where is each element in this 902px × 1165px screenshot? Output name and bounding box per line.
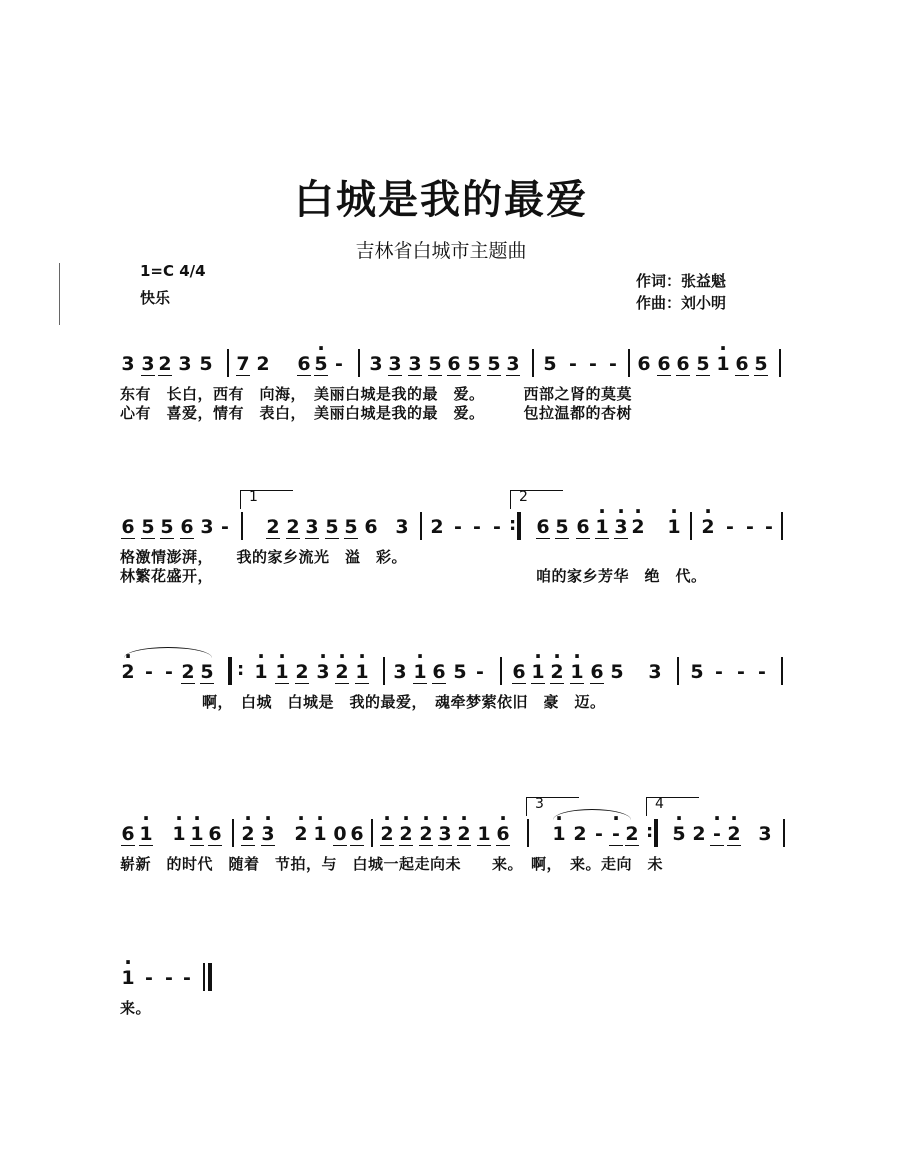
note: 0 — [333, 823, 347, 845]
note: 5 — [325, 516, 339, 538]
note: 6 — [432, 661, 446, 683]
note: · 1 — [413, 661, 427, 684]
lyric-chorus: 崭新 的时代 随着 节拍，与 白城一起走向未 来。 啊， 来。走向 未 — [120, 855, 664, 873]
note: 2 — [692, 823, 706, 845]
score-line-2: 1 2 6 5 5 6 3 - 2 2 3 5 5 6 3 2 - - - : 6 5 6 · 1 · 3 · 2 · 1 · 2 - - - 格激情澎湃， 我的家乡流光 溢 彩。 林繁花盛开， 咱的家乡芳华 绝 代。 — [0, 516, 902, 596]
note: 5 — [610, 661, 624, 683]
note: · 6 — [496, 823, 510, 846]
note: · - — [710, 823, 724, 846]
note: - — [335, 353, 343, 375]
note: 5 — [696, 353, 710, 375]
page-subtitle: 吉林省白城市主题曲 — [355, 240, 527, 262]
page-title: 白城是我的最爱 — [294, 177, 588, 223]
note: 3 — [141, 353, 155, 375]
note: 7 — [236, 353, 250, 375]
note: 6 — [657, 353, 671, 375]
note: · 1 — [313, 823, 327, 845]
note: 3 — [388, 353, 402, 375]
note: - — [454, 516, 462, 538]
note: · 1 — [172, 823, 186, 845]
note: 5 — [690, 661, 704, 683]
note: · 2 — [727, 823, 741, 846]
note: 5 — [555, 516, 569, 538]
note: 5 — [344, 516, 358, 538]
note: - — [493, 516, 501, 538]
note: · 2 — [380, 823, 394, 846]
note: 6 — [536, 516, 550, 538]
lyric-verse-2: 林繁花盛开， — [120, 567, 214, 585]
note: 3 — [200, 516, 214, 538]
note: - — [221, 516, 229, 538]
note: 3 — [305, 516, 319, 538]
note: 6 — [576, 516, 590, 538]
note: 5 — [453, 661, 467, 683]
note: 2 — [158, 353, 172, 375]
note: 3 — [121, 353, 135, 375]
note: · 3 — [316, 661, 330, 683]
tie-slur — [124, 647, 212, 658]
key-signature: 1=C 4/4 — [140, 262, 206, 280]
note: · 1 — [275, 661, 289, 684]
note: · 2 — [241, 823, 255, 846]
volta-bracket-4: 4 — [646, 797, 699, 816]
note: - — [165, 967, 173, 989]
note: · 3 — [438, 823, 452, 846]
note: - — [758, 661, 766, 683]
note: 5 — [487, 353, 501, 375]
note: - — [476, 661, 484, 683]
note: 6 — [447, 353, 461, 375]
note: · 2 — [550, 661, 564, 684]
note: - — [715, 661, 723, 683]
note: · 2 — [701, 516, 715, 538]
note: - — [165, 661, 173, 683]
note: - — [145, 661, 153, 683]
score-line-5 — [0, 967, 902, 1047]
note: · 1 — [552, 823, 566, 845]
note: · 5 — [314, 353, 328, 376]
note: 2 — [295, 661, 309, 683]
note: 2 — [573, 823, 587, 845]
note: · 2 — [419, 823, 433, 846]
note: - — [569, 353, 577, 375]
note: · 2 — [399, 823, 413, 846]
note: · 1 — [531, 661, 545, 684]
score-line-3: · 2 - - 2 5 : · 1 · 1 2 · 3 · 2 · 1 3 · 1 6 5 - 6 · 1 · 2 · 1 6 5 3 5 - - - 啊， 白城 白城是 我的最爱， 魂牵梦萦依旧 豪 迈。 — [0, 661, 902, 741]
lyric-verse-2-ending: 咱的家乡芳华 绝 代。 — [536, 567, 707, 585]
note: 6 — [590, 661, 604, 683]
note: 2 — [181, 661, 195, 683]
note: · 1 — [595, 516, 609, 539]
note: 2 — [430, 516, 444, 538]
note: · 1 — [121, 967, 135, 989]
lyric-verse-1: 格激情澎湃， 我的家乡流光 溢 彩。 — [120, 548, 408, 566]
note: 1 — [477, 823, 491, 845]
note: - — [746, 516, 754, 538]
note: · 2 — [121, 661, 135, 683]
note: · 1 — [190, 823, 204, 846]
note: 5 — [543, 353, 557, 375]
margin-line — [59, 263, 60, 325]
note: 5 — [160, 516, 174, 538]
note: - — [737, 661, 745, 683]
note: - — [589, 353, 597, 375]
note: · 1 — [667, 516, 681, 538]
note: - — [473, 516, 481, 538]
score-line-4: 3 4 6 · 1 · 1 · 1 6 · 2 · 3 · 2 · 1 0 6 · 2 · 2 · 2 · 3 · 2 1 · 6 · 1 2 - · - 2 : · 5 2 · - · 2 3 崭新 的时代 随着 节拍，与 白城一起走向未 来。 啊， 来。走向 未 — [0, 823, 902, 903]
note: 3 — [395, 516, 409, 538]
note: - — [595, 823, 603, 845]
note: · 2 — [294, 823, 308, 845]
lyric-verse-2: 心有 喜爱，情有 表白， 美丽白城是我的最 爱。 包拉温都的杏树 — [120, 404, 633, 422]
note: · 1 — [355, 661, 369, 684]
lyricist: 作词：张益魁 — [636, 272, 727, 290]
note: 5 — [141, 516, 155, 538]
note: 3 — [408, 353, 422, 375]
score-line-1 — [0, 353, 902, 433]
note: · 5 — [672, 823, 686, 845]
note: · 2 — [631, 516, 645, 538]
note: - — [145, 967, 153, 989]
note: 6 — [121, 516, 135, 538]
note: 5 — [199, 353, 213, 375]
note: 6 — [637, 353, 651, 375]
note: 5 — [428, 353, 442, 375]
note: 5 — [467, 353, 481, 375]
note: · 2 — [335, 661, 349, 684]
volta-bracket-2: 2 — [510, 490, 563, 509]
note: - — [765, 516, 773, 538]
note: 6 — [735, 353, 749, 375]
note: 5 — [754, 353, 768, 375]
note: 6 — [350, 823, 364, 845]
note: - — [183, 967, 191, 989]
note: 6 — [297, 353, 311, 375]
note: 6 — [208, 823, 222, 845]
note: 3 — [506, 353, 520, 375]
note: · 1 — [570, 661, 584, 684]
note: 3 — [648, 661, 662, 683]
tempo-marking: 快乐 — [140, 289, 171, 307]
note: · 1 — [716, 353, 730, 375]
lyric-ending: 来。 — [120, 999, 152, 1017]
note: 3 — [178, 353, 192, 375]
note: - — [609, 353, 617, 375]
note: 6 — [180, 516, 194, 538]
lyric-chorus: 啊， 白城 白城是 我的最爱， 魂牵梦萦依旧 豪 迈。 — [202, 693, 606, 711]
composer: 作曲：刘小明 — [636, 294, 727, 312]
note: 6 — [676, 353, 690, 375]
note: 3 — [369, 353, 383, 375]
note: 2 — [625, 823, 639, 845]
note: - — [726, 516, 734, 538]
note: · - — [609, 823, 623, 846]
note: · 3 — [261, 823, 275, 846]
note: 2 — [266, 516, 280, 538]
note: · 1 — [139, 823, 153, 846]
lyric-verse-1: 东有 长白，西有 向海， 美丽白城是我的最 爱。 西部之肾的莫莫 — [120, 385, 633, 403]
note: · 2 — [457, 823, 471, 846]
note: 6 — [512, 661, 526, 683]
note: 2 — [256, 353, 270, 375]
note: 6 — [364, 516, 378, 538]
note: 5 — [200, 661, 214, 683]
volta-bracket-1: 1 — [240, 490, 293, 509]
note: · 1 — [254, 661, 268, 683]
note: 3 — [393, 661, 407, 683]
note: · 3 — [614, 516, 628, 539]
note: 2 — [286, 516, 300, 538]
volta-bracket-3: 3 — [526, 797, 579, 816]
note: 6 — [121, 823, 135, 845]
note: 3 — [758, 823, 772, 845]
